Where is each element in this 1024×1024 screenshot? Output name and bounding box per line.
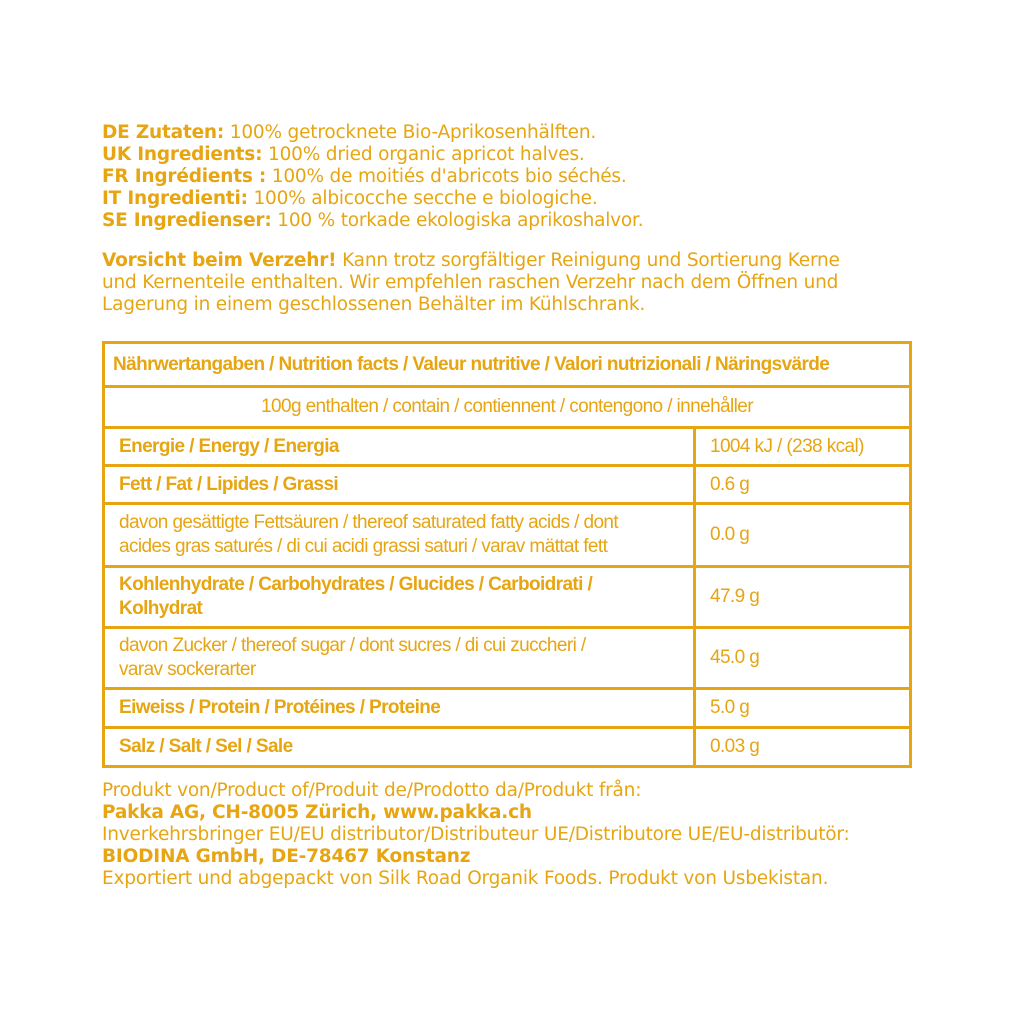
producer-name-text: Pakka AG, CH-8005 Zürich, www.pakka.ch <box>102 802 532 823</box>
ingredients-text: 100 % torkade ekologiska aprikoshalvor. <box>271 210 644 231</box>
ingredients-text: 100% albicocche secche e biologiche. <box>247 188 598 209</box>
ingredients-text: 100% dried organic apricot halves. <box>262 144 585 165</box>
nutrient-value: 0.03 g <box>695 728 911 767</box>
ingredients-se <box>102 210 643 232</box>
nutrition-row-sugar <box>104 628 911 689</box>
nutrient-value: 0.6 g <box>695 466 911 504</box>
nutrition-row-energy <box>104 428 911 466</box>
nutrient-label <box>104 466 695 504</box>
ingredients-label: IT Ingredienti: <box>102 188 248 209</box>
nutrition-title: Nährwertangaben / Nutrition facts / Valeur nutritive / Valori nutrizionali / Näringsvärde <box>104 343 911 387</box>
producer-info <box>102 780 850 890</box>
ingredients-it <box>102 188 643 210</box>
nutrient-label-line: varav sockerarter <box>119 659 256 680</box>
nutrient-label <box>104 428 695 466</box>
nutrient-label-line: Fett / Fat / Lipides / Grassi <box>119 473 339 495</box>
ingredients-text: 100% de moitiés d'abricots bio séchés. <box>266 166 627 187</box>
consumption-warning <box>102 250 840 316</box>
nutrient-label-line: Energie / Energy / Energia <box>119 435 339 457</box>
nutrition-row-salt <box>104 728 911 767</box>
nutrient-value: 45.0 g <box>695 628 911 689</box>
nutrient-value: 0.0 g <box>695 504 911 567</box>
distributor-name-text: BIODINA GmbH, DE-78467 Konstanz <box>102 846 471 867</box>
ingredients-label: DE Zutaten: <box>102 122 225 143</box>
product-of-label: Produkt von/Product of/Produit de/Prodotto da/Produkt från: <box>102 780 642 801</box>
nutrient-label-line: Kolhydrat <box>119 598 203 619</box>
nutrition-table <box>102 341 912 768</box>
warning-line: Lagerung in einem geschlossenen Behälter im Kühlschrank. <box>102 294 646 315</box>
nutrient-label <box>104 567 695 628</box>
nutrient-label <box>104 689 695 728</box>
nutrient-label-line: Kohlenhydrate / Carbohydrates / Glucides / Carboidrati / <box>119 574 593 595</box>
warning-text: Kann trotz sorgfältiger Reinigung und Sortierung Kerne <box>336 250 840 271</box>
nutrient-label-line: Salz / Salt / Sel / Sale <box>119 736 293 757</box>
origin-note: Exportiert und abgepackt von Silk Road Organik Foods. Produkt von Usbekistan. <box>102 868 829 889</box>
nutrient-label-line: davon Zucker / thereof sugar / dont sucres / di cui zuccheri / <box>119 635 586 656</box>
nutrient-label <box>104 628 695 689</box>
nutrient-label-line: acides gras saturés / di cui acidi grassi saturi / varav mättat fett <box>119 536 608 557</box>
nutrition-row-saturated-fat <box>104 504 911 567</box>
ingredients-fr <box>102 166 643 188</box>
ingredients-de <box>102 122 643 144</box>
nutrient-label-line: Eiweiss / Protein / Protéines / Proteine <box>119 697 441 718</box>
nutrition-row-carbohydrates <box>104 567 911 628</box>
nutrition-row-protein <box>104 689 911 728</box>
warning-label: Vorsicht beim Verzehr! <box>102 250 337 271</box>
warning-line <box>102 250 840 272</box>
nutrient-label-line: davon gesättigte Fettsäuren / thereof saturated fatty acids / dont <box>119 512 619 533</box>
ingredients-label: FR Ingrédients : <box>102 166 267 187</box>
nutrient-label <box>104 504 695 567</box>
nutrition-header-row <box>104 343 911 387</box>
ingredients-label: UK Ingredients: <box>102 144 263 165</box>
distributor-name <box>102 846 850 868</box>
nutrition-row-fat <box>104 466 911 504</box>
ingredients-text: 100% getrocknete Bio-Aprikosenhälften. <box>224 122 597 143</box>
ingredients-list <box>102 122 643 232</box>
ingredients-uk <box>102 144 643 166</box>
nutrient-label <box>104 728 695 767</box>
distributor-label: Inverkehrsbringer EU/EU distributor/Distributeur UE/Distributore UE/EU-distributör: <box>102 824 850 845</box>
nutrient-value: 47.9 g <box>695 567 911 628</box>
nutrition-per-amount: 100g enthalten / contain / contiennent / contengono / innehåller <box>104 387 911 428</box>
producer-name <box>102 802 850 824</box>
nutrient-value: 1004 kJ / (238 kcal) <box>695 428 911 466</box>
nutrient-value: 5.0 g <box>695 689 911 728</box>
ingredients-label: SE Ingredienser: <box>102 210 272 231</box>
warning-line: und Kernenteile enthalten. Wir empfehlen raschen Verzehr nach dem Öffnen und <box>102 272 839 293</box>
nutrition-per-row <box>104 387 911 428</box>
